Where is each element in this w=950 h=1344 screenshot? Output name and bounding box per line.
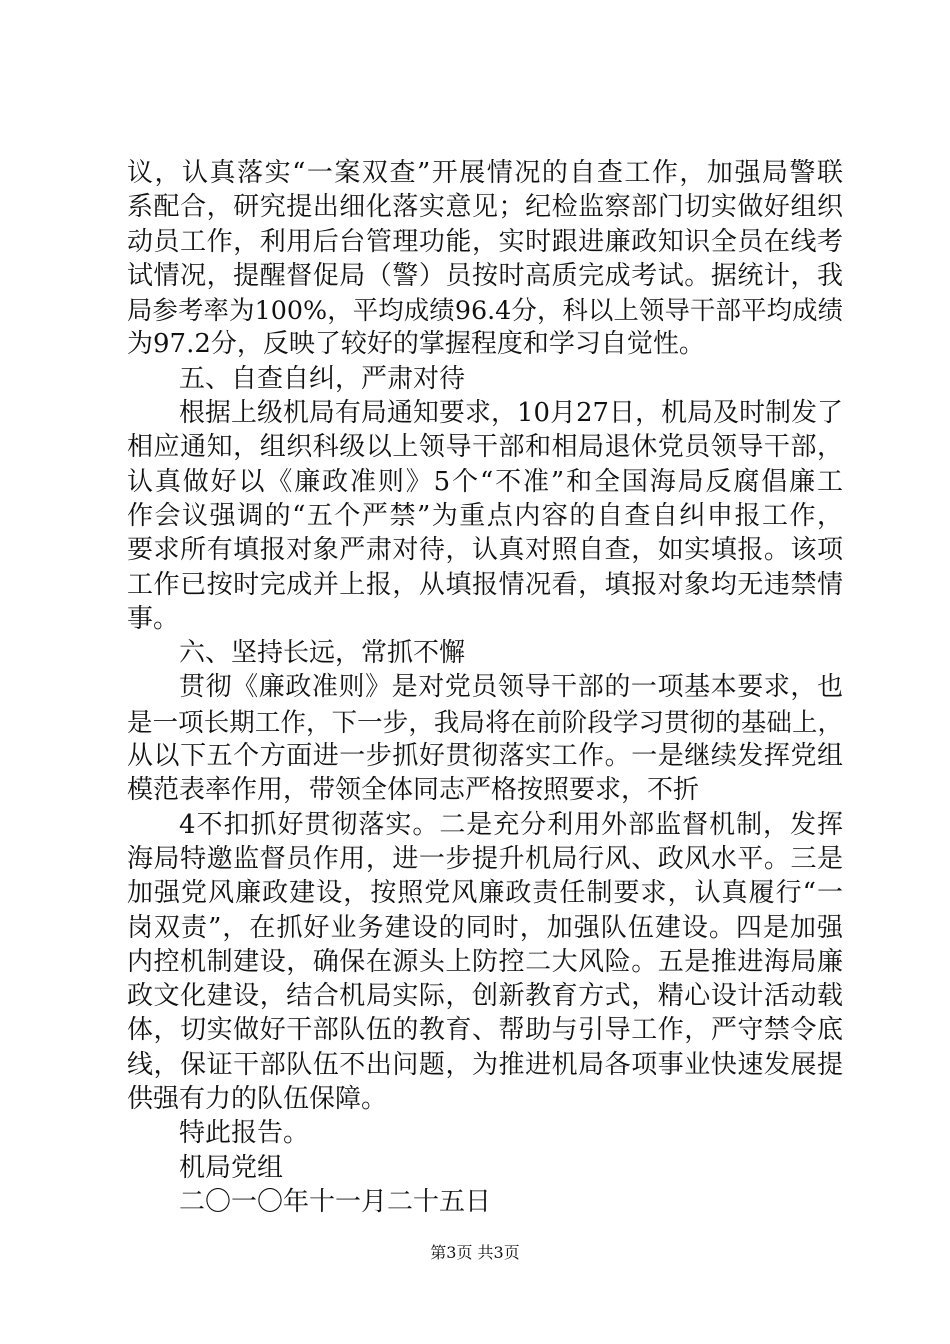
text-line: 线，保证干部队伍不出问题，为推进机局各项事业快速发展提 (127, 1049, 843, 1080)
text-line: 政文化建设，结合机局实际，创新教育方式，精心设计活动载 (127, 981, 843, 1012)
text-line: 4不扣抓好贯彻落实。二是充分利用外部监督机制，发挥 (179, 809, 843, 840)
text-line: 供强有力的队伍保障。 (127, 1084, 388, 1115)
text-line: 加强党风廉政建设，按照党风廉政责任制要求，认真履行“一 (127, 878, 843, 909)
text-line: 要求所有填报对象严肃对待，认真对照自查，如实填报。该项 (127, 535, 843, 566)
text-line: 贯彻《廉政准则》是对党员领导干部的一项基本要求，也 (179, 672, 843, 703)
text-line: 体，切实做好干部队伍的教育、帮助与引导工作，严守禁令底 (127, 1015, 843, 1046)
page-number-footer: 第3页 共3页 (430, 1243, 520, 1262)
text-line: 海局特邀监督员作用，进一步提升机局行风、政风水平。三是 (127, 843, 843, 874)
section-heading: 六、坚持长远，常抓不懈 (179, 638, 466, 669)
text-line: 动员工作，利用后台管理功能，实时跟进廉政知识全员在线考 (127, 226, 843, 257)
text-line: 事。 (127, 603, 180, 634)
text-line: 是一项长期工作，下一步，我局将在前阶段学习贯彻的基础上， (127, 706, 843, 737)
section-heading: 五、自查自纠，严肃对待 (179, 363, 466, 394)
text-line: 根据上级机局有局通知要求，10月27日，机局及时制发了 (179, 398, 843, 429)
closing-line: 特此报告。 (179, 1118, 310, 1149)
text-line: 模范表率作用，带领全体同志严格按照要求，不折 (127, 775, 700, 806)
text-line: 工作已按时完成并上报，从填报情况看，填报对象均无违禁情 (127, 569, 843, 600)
text-line: 从以下五个方面进一步抓好贯彻落实工作。一是继续发挥党组 (127, 741, 843, 772)
text-line: 试情况，提醒督促局（警）员按时高质完成考试。据统计，我 (127, 260, 843, 291)
text-line: 作会议强调的“五个严禁”为重点内容的自查自纠申报工作， (127, 500, 843, 531)
text-line: 岗双责”，在抓好业务建设的同时，加强队伍建设。四是加强 (127, 912, 843, 943)
text-line: 系配合，研究提出细化落实意见；纪检监察部门切实做好组织 (127, 192, 843, 223)
text-line: 为97.2分，反映了较好的掌握程度和学习自觉性。 (127, 329, 705, 360)
text-line: 相应通知，组织科级以上领导干部和相局退休党员领导干部， (127, 432, 843, 463)
text-line: 内控机制建设，确保在源头上防控二大风险。五是推进海局廉 (127, 946, 843, 977)
signature-org: 机局党组 (179, 1152, 284, 1183)
text-line: 局参考率为100%，平均成绩96.4分，科以上领导干部平均成绩 (127, 295, 843, 326)
text-line: 认真做好以《廉政准则》5个“不准”和全国海局反腐倡廉工 (127, 466, 843, 497)
text-line: 议，认真落实“一案双查”开展情况的自查工作，加强局警联 (127, 158, 843, 188)
document-body (127, 156, 843, 1219)
signature-date: 二〇一〇年十一月二十五日 (179, 1186, 492, 1217)
